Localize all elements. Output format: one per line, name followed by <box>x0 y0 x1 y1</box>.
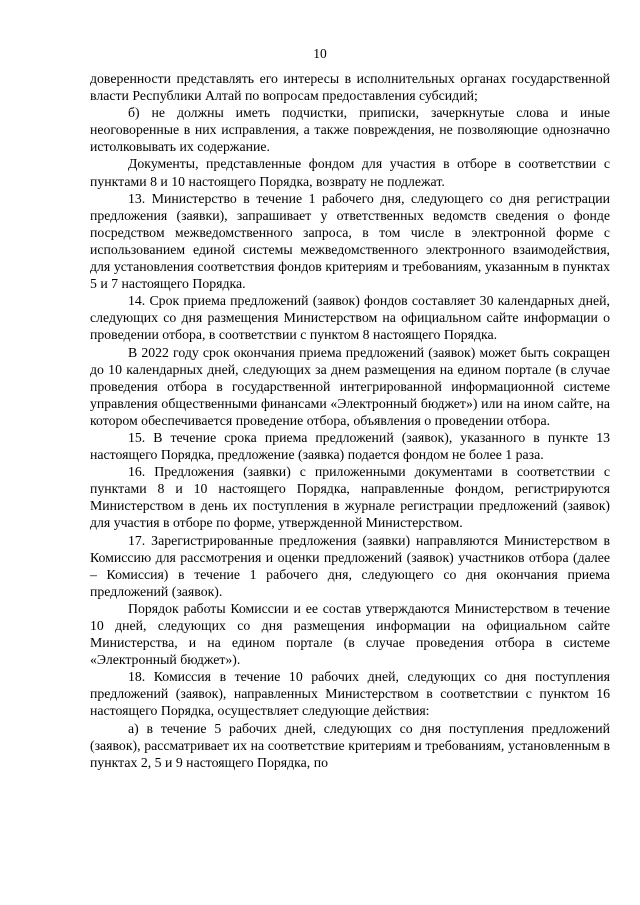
paragraph-13: 13. Министерство в течение 1 рабочего дня, следующего со дня регистрации предложения (заявки), запрашивает у ответственных ведомств сведения о фонде посредством межведомственного запроса, в том числе в электронной форме с использованием единой системы межведомственного электронного взаимодействия, для установления соответствия фондов критериям и требованиям, указанным в пунктах 5 и 7 настоящего Порядка. <box>90 190 610 292</box>
paragraph-representation-powers: доверенности представлять его интересы в исполнительных органах государственной власти Республики Алтай по вопросам предоставления субсидий; <box>90 71 610 104</box>
paragraph-16: 16. Предложения (заявки) с приложенными документами в соответствии с пунктами 8 и 10 настоящего Порядка, направленные фондом, регистрируются Министерством в день их поступления в журнале регистрации предложений (заявок) для участия в отборе по форме, утвержденной Министерством. <box>90 464 610 531</box>
paragraph-15: 15. В течение срока приема предложений (заявок), указанного в пункте 13 настоящего Порядка, предложение (заявка) подается фондом не более 1 раза. <box>90 429 610 463</box>
page-number: 10 <box>313 46 327 61</box>
paragraph-subpoint-a: а) в течение 5 рабочих дней, следующих со дня поступления предложений (заявок), рассматривает их на соответствие критериям и требованиям, установленным в пунктах 2, 5 и 9 настоящего Порядка, по <box>90 720 610 770</box>
paragraph-14: 14. Срок приема предложений (заявок) фондов составляет 30 календарных дней, следующих со дня размещения Министерством на официальном сайте информации о проведении отбора, в соответствии с пунктом 8 настоящего Порядка. <box>90 293 610 343</box>
paragraph-18: 18. Комиссия в течение 10 рабочих дней, следующих со дня поступления предложений (заявок), направленных Министерством в соответствии с пунктом 16 настоящего Порядка, осуществляет следующие действия: <box>90 669 610 719</box>
paragraph-2022-deadline: В 2022 году срок окончания приема предложений (заявок) может быть сокращен до 10 календарных дней, следующих за днем размещения на едином портале (в случае проведения отбора в государственной интегрированной информационной системе управления общественными финансами «Электронный бюджет») или на ином сайте, на котором обеспечивается проведение отбора, объявления о проведении отбора. <box>90 344 610 428</box>
document-body <box>90 70 610 771</box>
paragraph-documents-not-returned: Документы, представленные фондом для участия в отборе в соответствии с пунктами 8 и 10 настоящего Порядка, возврату не подлежат. <box>90 156 610 189</box>
paragraph-17: 17. Зарегистрированные предложения (заявки) направляются Министерством в Комиссию для рассмотрения и оценки предложений (заявок) участников отбора (далее – Комиссия) в течение 1 рабочего дня, следующего со дня окончания приема предложений (заявок). <box>90 532 610 599</box>
paragraph-subpoint-b: б) не должны иметь подчистки, приписки, зачеркнутые слова и иные неоговоренные в них исправления, а также повреждения, не позволяющие однозначно истолковывать их содержание. <box>90 105 610 155</box>
paragraph-commission-procedure: Порядок работы Комиссии и ее состав утверждаются Министерством в течение 10 дней, следующих со дня размещения информации на официальном сайте Министерства, и на едином портале (в случае проведения отбора в системе «Электронный бюджет»). <box>90 600 610 668</box>
